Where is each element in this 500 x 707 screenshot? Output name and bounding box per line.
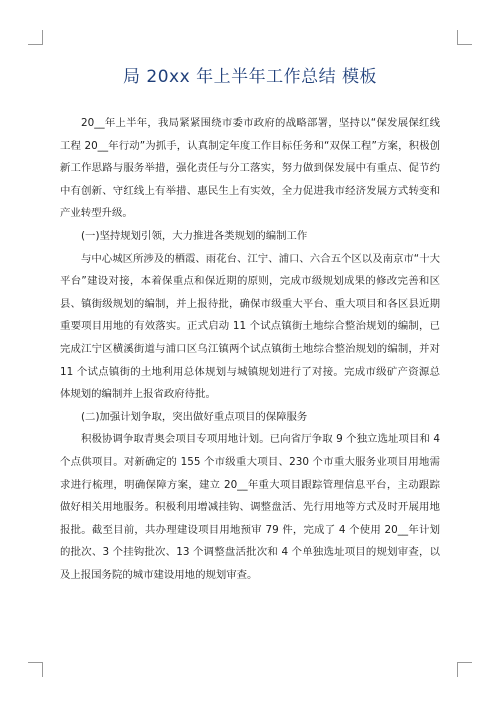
section-heading-2: (二)加强计划争取，突出做好重点项目的保障服务 [81, 410, 308, 423]
crop-mark-top-right [457, 30, 472, 45]
crop-mark-top-left [28, 30, 43, 45]
crop-mark-bottom-right [457, 662, 472, 677]
crop-mark-bottom-left [28, 662, 43, 677]
paragraph-section-1: 与中心城区所涉及的栖霞、雨花台、江宁、浦口、六合五个区以及南京市“十大平台”建设对接，本着保重点和保近期的原则，完成市级规划成果的修改完善和区县、镇街级规划的编制，并上报待批，确保市级重大平台、重大项目和各区县近期重要项目用地的有效落实。正式启动 11 个试点镇街土地综合整治规划的编制，已完成江宁区横溪街道与浦口区乌江镇两个试点镇街土地综合整治规划的编制，并对 11 个试点镇街的土地利用总体规划与城镇规划进行了对接。完成市级矿产资源总体规划的编制并上报省政府待批。 [60, 252, 440, 401]
document-title: 局 20xx 年上半年工作总结 模板 [123, 67, 377, 87]
section-heading-1: (一)坚持规划引领，大力推进各类规划的编制工作 [81, 229, 308, 242]
paragraph-section-2: 积极协调争取青奥会项目专项用地计划。已向省厅争取 9 个独立选址项目和 4 个点供项目。对新确定的 155 个市级重大项目、230 个市重大服务业项目用地需求进行梳理，明确保障方案，建立 20__年重大项目跟踪管理信息平台，主动跟踪做好相关用地服务。积极利用增减挂钩、调整盘活、先行用地等方式及时开展用地报批。截至目前，共办理建设项目用地预审 79 件，完成了 4 个使用 20__年计划的批次、3 个挂钩批次、13 个调整盘活批次和 4 个单独选址项目的规划审查，以及上报国务院的城市建设用地的规划审查。 [60, 433, 440, 581]
paragraph-intro: 20__年上半年，我局紧紧围绕市委市政府的战略部署，坚持以“保发展保红线工程 20__年行动”为抓手，认真制定年度工作目标任务和“双保工程”方案，积极创新工作思路与服务举措，强化责任与分工落实，努力做到保发展中有重点、促节约中有创新、守红线上有举措、惠民生上有实效，全力促进我市经济发展方式转变和产业转型升级。 [60, 117, 440, 220]
document-body [60, 112, 440, 586]
